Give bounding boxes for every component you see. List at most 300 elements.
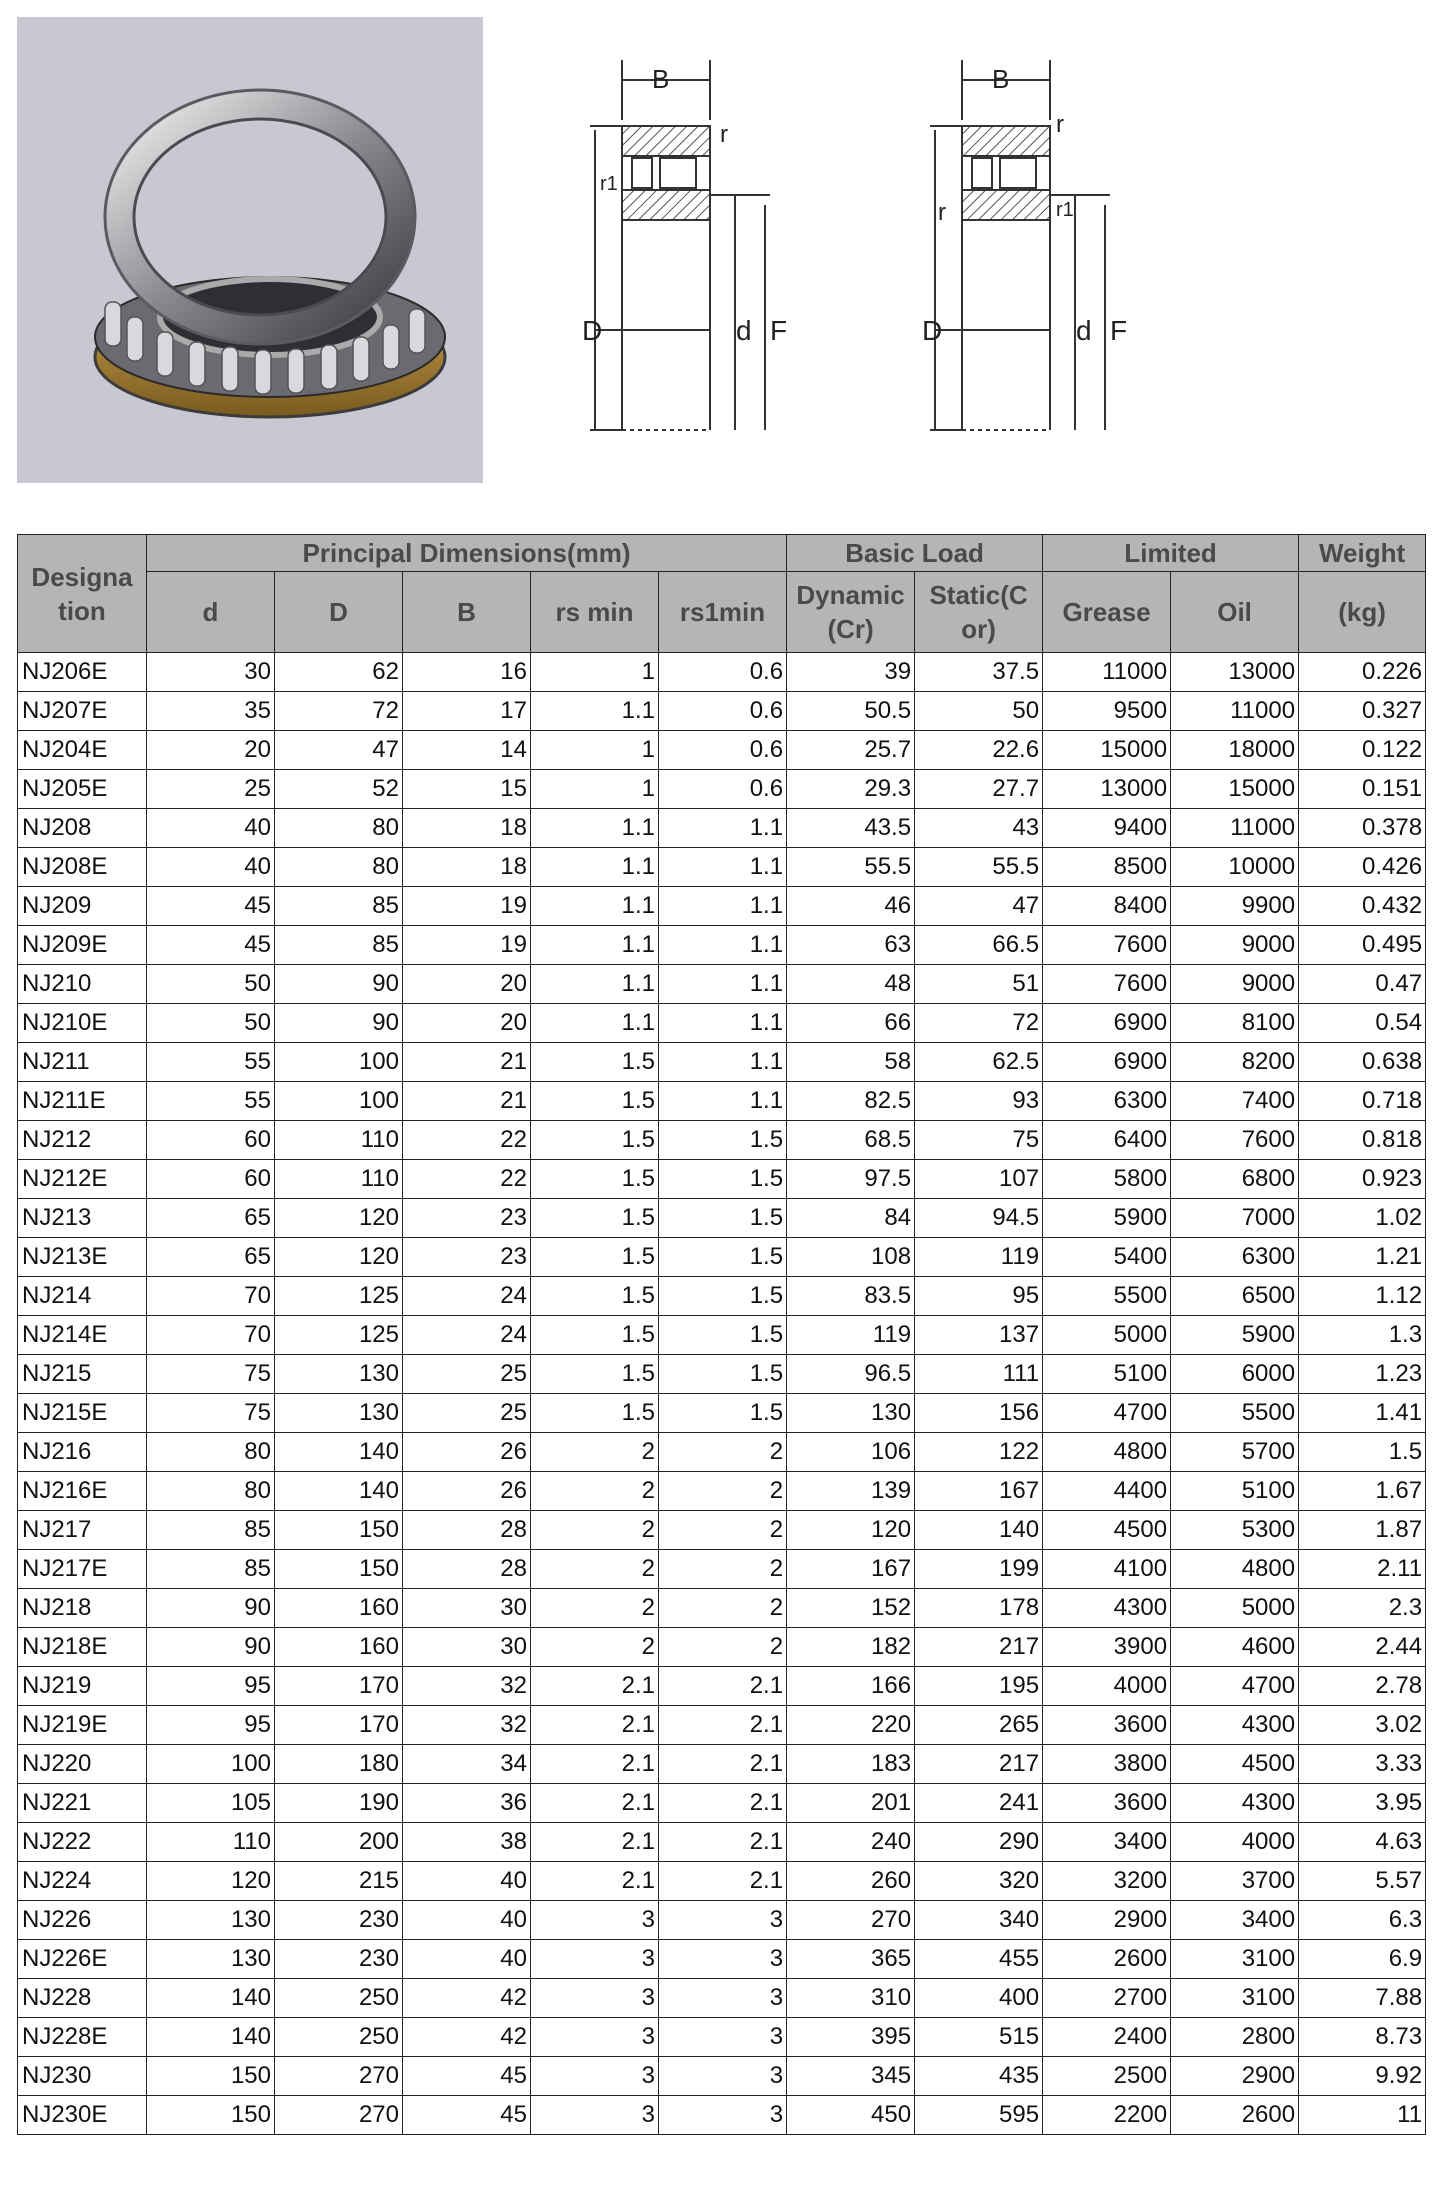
cell-big-d: 160 — [275, 1589, 403, 1628]
cell-rs-min: 2 — [531, 1550, 659, 1589]
cell-designation: NJ212 — [18, 1121, 147, 1160]
cell-big-d: 270 — [275, 2096, 403, 2135]
cell-rs-min: 2.1 — [531, 1745, 659, 1784]
cell-rs1-min: 0.6 — [659, 692, 787, 731]
cell-rs-min: 1 — [531, 731, 659, 770]
cell-b: 26 — [403, 1433, 531, 1472]
cell-rs1-min: 2.1 — [659, 1862, 787, 1901]
cell-big-d: 62 — [275, 653, 403, 692]
cell-rs1-min: 1.1 — [659, 1082, 787, 1121]
cell-rs-min: 2.1 — [531, 1667, 659, 1706]
cell-d: 75 — [147, 1355, 275, 1394]
cell-rs-min: 1.1 — [531, 1004, 659, 1043]
cell-d: 90 — [147, 1628, 275, 1667]
cell-dynamic: 130 — [787, 1394, 915, 1433]
cell-weight: 2.78 — [1299, 1667, 1426, 1706]
table-row — [18, 653, 1426, 692]
cell-big-d: 170 — [275, 1667, 403, 1706]
cell-weight: 1.23 — [1299, 1355, 1426, 1394]
cell-grease: 2400 — [1043, 2018, 1171, 2057]
table-row — [18, 1316, 1426, 1355]
diagram-1-label-r1: r1 — [600, 173, 618, 195]
table-row — [18, 926, 1426, 965]
cell-static: 22.6 — [915, 731, 1043, 770]
cell-weight: 1.3 — [1299, 1316, 1426, 1355]
table-row — [18, 2096, 1426, 2135]
table-row — [18, 809, 1426, 848]
cell-big-d: 150 — [275, 1511, 403, 1550]
cell-designation: NJ230E — [18, 2096, 147, 2135]
header-dynamic: Dynamic (Cr) — [787, 572, 915, 653]
cell-static: 195 — [915, 1667, 1043, 1706]
cell-weight: 9.92 — [1299, 2057, 1426, 2096]
cell-d: 40 — [147, 848, 275, 887]
cell-dynamic: 68.5 — [787, 1121, 915, 1160]
cell-dynamic: 183 — [787, 1745, 915, 1784]
cell-grease: 9500 — [1043, 692, 1171, 731]
table-row — [18, 1277, 1426, 1316]
cell-d: 70 — [147, 1316, 275, 1355]
cell-rs-min: 1.5 — [531, 1121, 659, 1160]
cell-weight: 0.122 — [1299, 731, 1426, 770]
cell-oil: 18000 — [1171, 731, 1299, 770]
cell-designation: NJ228E — [18, 2018, 147, 2057]
cell-static: 400 — [915, 1979, 1043, 2018]
cell-oil: 4000 — [1171, 1823, 1299, 1862]
cell-weight: 1.5 — [1299, 1433, 1426, 1472]
cell-weight: 3.95 — [1299, 1784, 1426, 1823]
cell-d: 70 — [147, 1277, 275, 1316]
cell-weight: 3.02 — [1299, 1706, 1426, 1745]
cell-oil: 7600 — [1171, 1121, 1299, 1160]
cell-big-d: 270 — [275, 2057, 403, 2096]
cell-grease: 3600 — [1043, 1706, 1171, 1745]
diagram-1-label-small-d: d — [736, 315, 752, 346]
cell-b: 19 — [403, 926, 531, 965]
table-row — [18, 1628, 1426, 1667]
cell-d: 45 — [147, 887, 275, 926]
cell-b: 22 — [403, 1121, 531, 1160]
cell-b: 20 — [403, 1004, 531, 1043]
cell-oil: 6300 — [1171, 1238, 1299, 1277]
cell-rs-min: 1.5 — [531, 1160, 659, 1199]
cell-d: 140 — [147, 1979, 275, 2018]
cell-rs-min: 1.1 — [531, 926, 659, 965]
cell-designation: NJ230 — [18, 2057, 147, 2096]
cell-dynamic: 201 — [787, 1784, 915, 1823]
cell-dynamic: 43.5 — [787, 809, 915, 848]
cell-big-d: 250 — [275, 2018, 403, 2057]
cell-b: 45 — [403, 2057, 531, 2096]
cell-static: 50 — [915, 692, 1043, 731]
cell-dynamic: 240 — [787, 1823, 915, 1862]
diagram-1-label-f: F — [770, 315, 788, 346]
cell-d: 35 — [147, 692, 275, 731]
cell-b: 30 — [403, 1589, 531, 1628]
cell-designation: NJ226E — [18, 1940, 147, 1979]
cell-b: 25 — [403, 1355, 531, 1394]
cell-static: 290 — [915, 1823, 1043, 1862]
cell-static: 320 — [915, 1862, 1043, 1901]
cell-weight: 6.9 — [1299, 1940, 1426, 1979]
cell-big-d: 90 — [275, 965, 403, 1004]
cell-weight: 0.638 — [1299, 1043, 1426, 1082]
cell-designation: NJ226 — [18, 1901, 147, 1940]
cell-big-d: 90 — [275, 1004, 403, 1043]
table-row — [18, 1082, 1426, 1121]
cell-designation: NJ215E — [18, 1394, 147, 1433]
cell-rs1-min: 1.5 — [659, 1238, 787, 1277]
cell-rs-min: 2 — [531, 1472, 659, 1511]
table-row — [18, 1043, 1426, 1082]
cell-grease: 3900 — [1043, 1628, 1171, 1667]
cell-big-d: 52 — [275, 770, 403, 809]
table-row — [18, 1706, 1426, 1745]
cell-rs-min: 2.1 — [531, 1823, 659, 1862]
cell-weight: 11 — [1299, 2096, 1426, 2135]
cell-rs-min: 1.1 — [531, 887, 659, 926]
cell-grease: 7600 — [1043, 926, 1171, 965]
cell-weight: 2.44 — [1299, 1628, 1426, 1667]
cell-rs-min: 2 — [531, 1628, 659, 1667]
cell-rs1-min: 1.5 — [659, 1394, 787, 1433]
cell-static: 265 — [915, 1706, 1043, 1745]
table-row — [18, 692, 1426, 731]
table-row — [18, 1433, 1426, 1472]
cell-weight: 4.63 — [1299, 1823, 1426, 1862]
cell-oil: 9900 — [1171, 887, 1299, 926]
cell-rs1-min: 2 — [659, 1550, 787, 1589]
cell-grease: 5900 — [1043, 1199, 1171, 1238]
cell-grease: 7600 — [1043, 965, 1171, 1004]
table-row — [18, 1862, 1426, 1901]
cell-grease: 2500 — [1043, 2057, 1171, 2096]
cell-rs1-min: 3 — [659, 2096, 787, 2135]
cell-big-d: 85 — [275, 887, 403, 926]
cell-rs-min: 2 — [531, 1589, 659, 1628]
cell-b: 25 — [403, 1394, 531, 1433]
cell-b: 28 — [403, 1511, 531, 1550]
cell-d: 80 — [147, 1433, 275, 1472]
diagram-1-label-big-d: D — [582, 315, 603, 346]
header-grease: Grease — [1043, 572, 1171, 653]
cell-static: 43 — [915, 809, 1043, 848]
cell-d: 75 — [147, 1394, 275, 1433]
cell-grease: 15000 — [1043, 731, 1171, 770]
cell-d: 65 — [147, 1199, 275, 1238]
cell-b: 14 — [403, 731, 531, 770]
cell-rs-min: 2.1 — [531, 1862, 659, 1901]
cell-oil: 11000 — [1171, 692, 1299, 731]
cell-dynamic: 139 — [787, 1472, 915, 1511]
cell-dynamic: 119 — [787, 1316, 915, 1355]
table-row — [18, 887, 1426, 926]
cell-oil: 11000 — [1171, 809, 1299, 848]
cell-static: 199 — [915, 1550, 1043, 1589]
table-row — [18, 1823, 1426, 1862]
cell-weight: 0.432 — [1299, 887, 1426, 926]
cell-oil: 8100 — [1171, 1004, 1299, 1043]
cell-dynamic: 39 — [787, 653, 915, 692]
cell-static: 455 — [915, 1940, 1043, 1979]
cell-weight: 1.21 — [1299, 1238, 1426, 1277]
cell-d: 150 — [147, 2057, 275, 2096]
cell-weight: 2.3 — [1299, 1589, 1426, 1628]
cell-big-d: 250 — [275, 1979, 403, 2018]
header-rs1-min: rs1min — [659, 572, 787, 653]
cell-dynamic: 108 — [787, 1238, 915, 1277]
cell-static: 435 — [915, 2057, 1043, 2096]
diagram-1-label-r: r — [720, 121, 728, 148]
table-row — [18, 1004, 1426, 1043]
cell-static: 47 — [915, 887, 1043, 926]
cell-rs-min: 1 — [531, 770, 659, 809]
cell-grease: 4300 — [1043, 1589, 1171, 1628]
cell-oil: 2900 — [1171, 2057, 1299, 2096]
cell-weight: 8.73 — [1299, 2018, 1426, 2057]
cell-weight: 0.54 — [1299, 1004, 1426, 1043]
header-oil: Oil — [1171, 572, 1299, 653]
cell-grease: 4000 — [1043, 1667, 1171, 1706]
cell-rs-min: 1.1 — [531, 809, 659, 848]
cell-designation: NJ216E — [18, 1472, 147, 1511]
cell-b: 40 — [403, 1940, 531, 1979]
cell-static: 595 — [915, 2096, 1043, 2135]
cell-b: 24 — [403, 1277, 531, 1316]
cell-static: 51 — [915, 965, 1043, 1004]
cell-rs-min: 1.1 — [531, 848, 659, 887]
table-row — [18, 2057, 1426, 2096]
cell-grease: 8400 — [1043, 887, 1171, 926]
cell-oil: 9000 — [1171, 965, 1299, 1004]
cell-rs-min: 3 — [531, 1979, 659, 2018]
cell-rs-min: 2.1 — [531, 1784, 659, 1823]
table-row — [18, 1355, 1426, 1394]
table-row — [18, 1394, 1426, 1433]
cell-grease: 2600 — [1043, 1940, 1171, 1979]
cell-static: 75 — [915, 1121, 1043, 1160]
cell-oil: 6000 — [1171, 1355, 1299, 1394]
table-row — [18, 1238, 1426, 1277]
cell-d: 105 — [147, 1784, 275, 1823]
bearing-illustration — [17, 17, 483, 483]
cell-static: 156 — [915, 1394, 1043, 1433]
cell-d: 85 — [147, 1511, 275, 1550]
cell-designation: NJ216 — [18, 1433, 147, 1472]
cell-designation: NJ218 — [18, 1589, 147, 1628]
cell-static: 515 — [915, 2018, 1043, 2057]
cell-oil: 6500 — [1171, 1277, 1299, 1316]
cell-static: 94.5 — [915, 1199, 1043, 1238]
cell-weight: 2.11 — [1299, 1550, 1426, 1589]
cell-dynamic: 48 — [787, 965, 915, 1004]
header-b: B — [403, 572, 531, 653]
cell-dynamic: 365 — [787, 1940, 915, 1979]
cell-rs-min: 3 — [531, 2096, 659, 2135]
cell-oil: 9000 — [1171, 926, 1299, 965]
cell-dynamic: 82.5 — [787, 1082, 915, 1121]
cell-grease: 3600 — [1043, 1784, 1171, 1823]
cell-big-d: 170 — [275, 1706, 403, 1745]
cell-b: 23 — [403, 1199, 531, 1238]
cell-b: 40 — [403, 1901, 531, 1940]
cell-rs1-min: 2.1 — [659, 1745, 787, 1784]
cell-weight: 0.495 — [1299, 926, 1426, 965]
cell-d: 20 — [147, 731, 275, 770]
bearing-spec-table — [17, 534, 1426, 2135]
cell-dynamic: 66 — [787, 1004, 915, 1043]
cell-static: 140 — [915, 1511, 1043, 1550]
diagram-2-label-f: F — [1110, 315, 1128, 346]
cell-b: 17 — [403, 692, 531, 731]
cell-rs1-min: 2 — [659, 1589, 787, 1628]
cell-oil: 4500 — [1171, 1745, 1299, 1784]
cell-d: 55 — [147, 1043, 275, 1082]
cell-static: 119 — [915, 1238, 1043, 1277]
cell-static: 217 — [915, 1628, 1043, 1667]
cell-dynamic: 395 — [787, 2018, 915, 2057]
cell-oil: 3100 — [1171, 1979, 1299, 2018]
cell-rs-min: 1.5 — [531, 1082, 659, 1121]
diagram-2-label-b: B — [992, 64, 1010, 94]
cell-static: 66.5 — [915, 926, 1043, 965]
cell-b: 40 — [403, 1862, 531, 1901]
cell-designation: NJ220 — [18, 1745, 147, 1784]
table-row — [18, 2018, 1426, 2057]
cell-static: 62.5 — [915, 1043, 1043, 1082]
cell-static: 241 — [915, 1784, 1043, 1823]
table-row — [18, 1745, 1426, 1784]
cell-static: 55.5 — [915, 848, 1043, 887]
header-d: d — [147, 572, 275, 653]
cell-big-d: 160 — [275, 1628, 403, 1667]
table-row — [18, 1784, 1426, 1823]
cell-rs1-min: 1.1 — [659, 926, 787, 965]
table-row — [18, 731, 1426, 770]
cell-b: 26 — [403, 1472, 531, 1511]
cell-rs1-min: 3 — [659, 1979, 787, 2018]
cell-dynamic: 345 — [787, 2057, 915, 2096]
cell-designation: NJ204E — [18, 731, 147, 770]
cell-rs-min: 3 — [531, 2018, 659, 2057]
cell-designation: NJ212E — [18, 1160, 147, 1199]
cell-big-d: 80 — [275, 809, 403, 848]
cell-rs1-min: 2.1 — [659, 1823, 787, 1862]
cell-d: 65 — [147, 1238, 275, 1277]
cell-b: 42 — [403, 2018, 531, 2057]
cell-dynamic: 58 — [787, 1043, 915, 1082]
cell-oil: 4800 — [1171, 1550, 1299, 1589]
cell-designation: NJ208 — [18, 809, 147, 848]
table-row — [18, 1667, 1426, 1706]
cell-dynamic: 260 — [787, 1862, 915, 1901]
table-row — [18, 1121, 1426, 1160]
cell-oil: 3400 — [1171, 1901, 1299, 1940]
cell-big-d: 140 — [275, 1433, 403, 1472]
cell-rs-min: 2 — [531, 1511, 659, 1550]
cell-rs-min: 3 — [531, 2057, 659, 2096]
cell-oil: 4700 — [1171, 1667, 1299, 1706]
cell-rs1-min: 0.6 — [659, 653, 787, 692]
cell-b: 32 — [403, 1667, 531, 1706]
diagram-1-label-b: B — [652, 64, 670, 94]
cell-b: 36 — [403, 1784, 531, 1823]
cell-oil: 10000 — [1171, 848, 1299, 887]
cell-weight: 1.87 — [1299, 1511, 1426, 1550]
cell-grease: 11000 — [1043, 653, 1171, 692]
cell-grease: 4100 — [1043, 1550, 1171, 1589]
cell-d: 25 — [147, 770, 275, 809]
cell-d: 85 — [147, 1550, 275, 1589]
cell-rs1-min: 2.1 — [659, 1706, 787, 1745]
cell-designation: NJ224 — [18, 1862, 147, 1901]
cell-grease: 3200 — [1043, 1862, 1171, 1901]
table-row — [18, 1979, 1426, 2018]
table-row — [18, 1901, 1426, 1940]
cell-designation: NJ205E — [18, 770, 147, 809]
diagram-2-label-r-left: r — [938, 199, 946, 226]
cell-big-d: 72 — [275, 692, 403, 731]
cell-big-d: 110 — [275, 1121, 403, 1160]
cell-weight: 7.88 — [1299, 1979, 1426, 2018]
table-row — [18, 1511, 1426, 1550]
cell-rs-min: 1.5 — [531, 1277, 659, 1316]
cell-big-d: 200 — [275, 1823, 403, 1862]
cell-oil: 5300 — [1171, 1511, 1299, 1550]
cell-designation: NJ209E — [18, 926, 147, 965]
cell-d: 140 — [147, 2018, 275, 2057]
cell-rs1-min: 1.1 — [659, 848, 787, 887]
cell-d: 100 — [147, 1745, 275, 1784]
cell-designation: NJ217 — [18, 1511, 147, 1550]
cell-dynamic: 55.5 — [787, 848, 915, 887]
cell-grease: 3800 — [1043, 1745, 1171, 1784]
cell-designation: NJ215 — [18, 1355, 147, 1394]
cell-rs1-min: 1.1 — [659, 1043, 787, 1082]
cell-rs-min: 2.1 — [531, 1706, 659, 1745]
cell-weight: 0.378 — [1299, 809, 1426, 848]
cell-b: 21 — [403, 1082, 531, 1121]
cell-weight: 0.818 — [1299, 1121, 1426, 1160]
cell-b: 23 — [403, 1238, 531, 1277]
cell-designation: NJ211 — [18, 1043, 147, 1082]
cell-static: 93 — [915, 1082, 1043, 1121]
cell-weight: 0.923 — [1299, 1160, 1426, 1199]
cell-rs1-min: 1.5 — [659, 1355, 787, 1394]
cell-dynamic: 182 — [787, 1628, 915, 1667]
cell-rs-min: 1.5 — [531, 1043, 659, 1082]
cell-dynamic: 83.5 — [787, 1277, 915, 1316]
cell-big-d: 230 — [275, 1940, 403, 1979]
cell-designation: NJ210 — [18, 965, 147, 1004]
cell-grease: 8500 — [1043, 848, 1171, 887]
diagram-2-label-r1: r1 — [1056, 199, 1074, 221]
cell-b: 16 — [403, 653, 531, 692]
cell-weight: 1.41 — [1299, 1394, 1426, 1433]
cell-grease: 6900 — [1043, 1043, 1171, 1082]
table-body — [18, 653, 1426, 2135]
cell-big-d: 100 — [275, 1043, 403, 1082]
cell-dynamic: 106 — [787, 1433, 915, 1472]
cell-d: 110 — [147, 1823, 275, 1862]
cell-grease: 4800 — [1043, 1433, 1171, 1472]
cell-static: 27.7 — [915, 770, 1043, 809]
cross-section-diagram-2 — [900, 60, 1200, 440]
cell-d: 55 — [147, 1082, 275, 1121]
cell-d: 60 — [147, 1160, 275, 1199]
cell-dynamic: 152 — [787, 1589, 915, 1628]
cell-big-d: 150 — [275, 1550, 403, 1589]
